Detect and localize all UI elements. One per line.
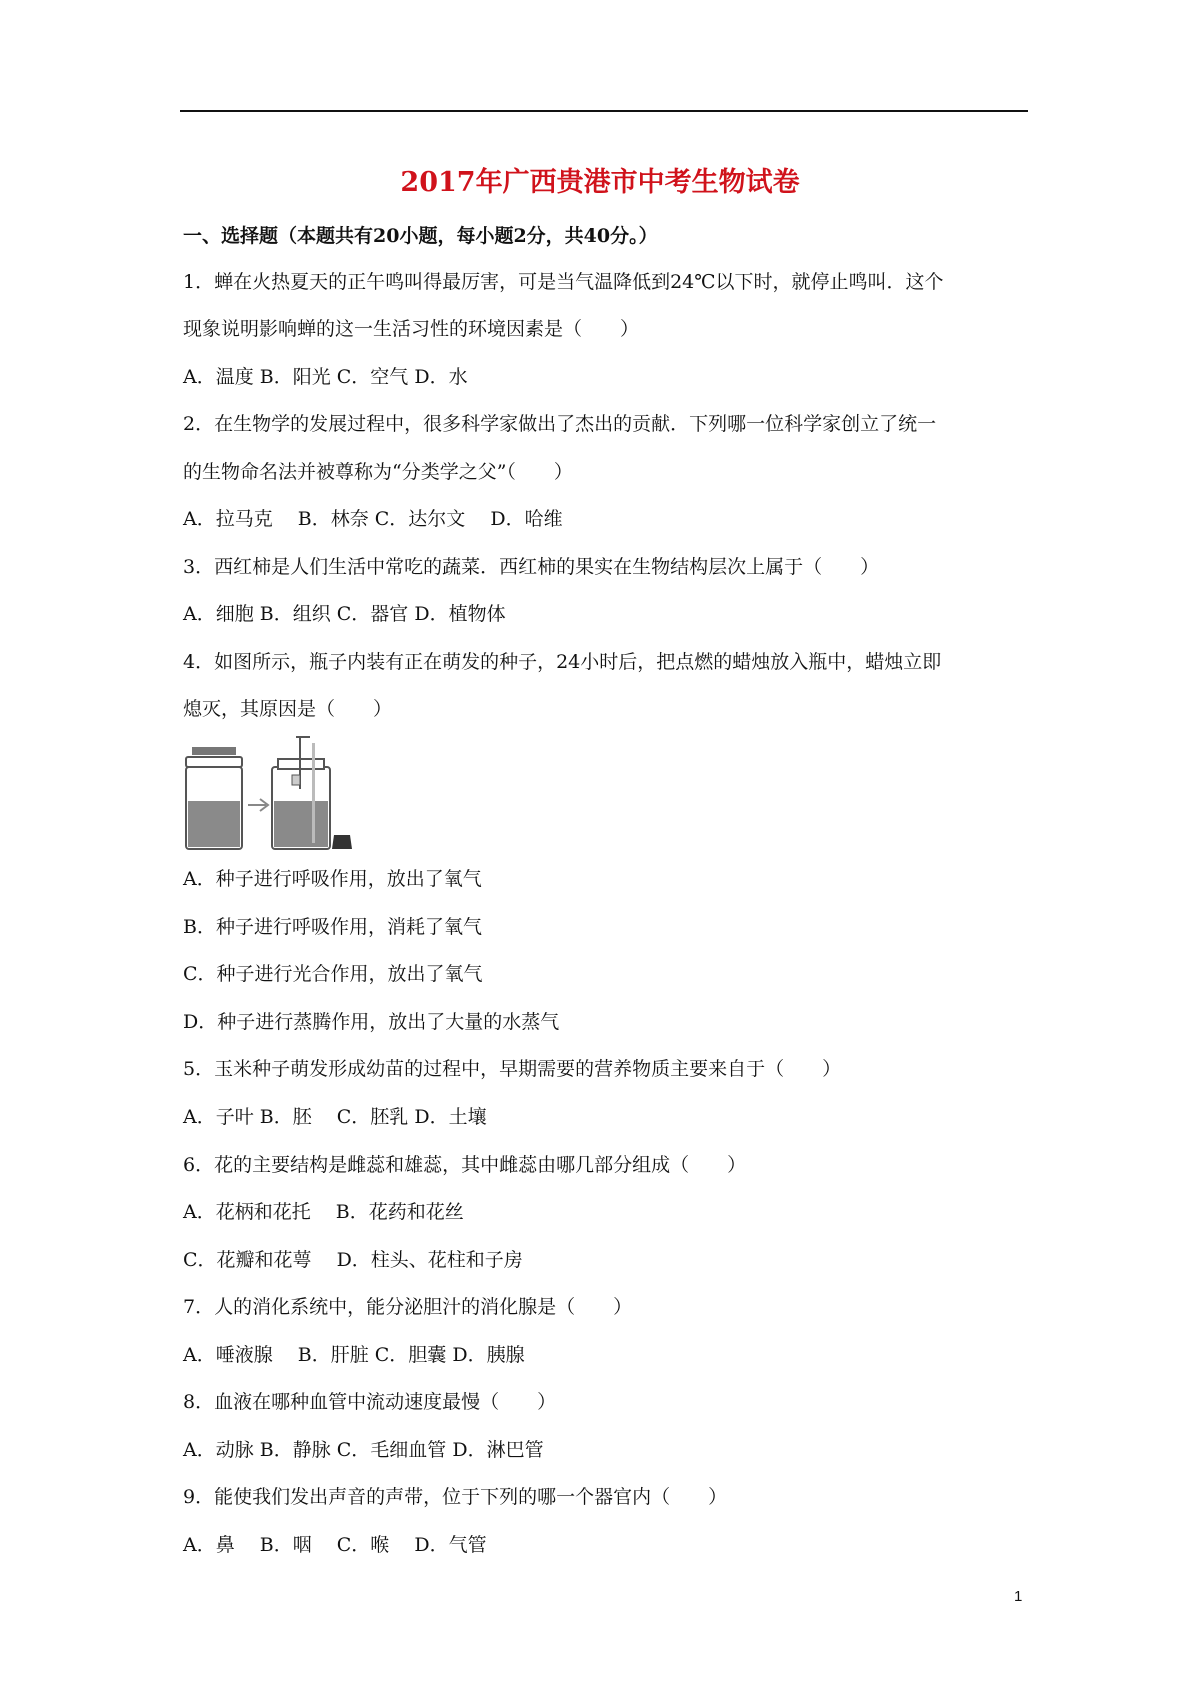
candle bbox=[292, 775, 300, 785]
question-4-stem-line-2: 熄灭，其原因是（ ） bbox=[183, 698, 393, 720]
question-5-options: A．子叶 B．胚 C．胚乳 D．土壤 bbox=[183, 1106, 487, 1128]
question-4-option-d: D．种子进行蒸腾作用，放出了大量的水蒸气 bbox=[183, 1011, 560, 1033]
question-2-stem-line-2: 的生物命名法并被尊称为“分类学之父”（ ） bbox=[183, 461, 573, 483]
question-9-options: A．鼻 B．咽 C．喉 D．气管 bbox=[183, 1534, 487, 1556]
question-6-stem: 6．花的主要结构是雌蕊和雄蕊，其中雌蕊由哪几部分组成（ ） bbox=[183, 1154, 747, 1176]
question-3-stem: 3．西红柿是人们生活中常吃的蔬菜．西红柿的果实在生物结构层次上属于（ ） bbox=[183, 556, 880, 578]
question-7-options: A．唾液腺 B．肝脏 C．胆囊 D．胰腺 bbox=[183, 1344, 525, 1366]
stand-rod bbox=[312, 743, 315, 843]
left-jar-lid bbox=[192, 747, 236, 755]
seed-jar-candle-figure bbox=[184, 735, 354, 853]
left-jar-neck bbox=[186, 757, 242, 767]
question-7-stem: 7．人的消化系统中，能分泌胆汁的消化腺是（ ） bbox=[183, 1296, 633, 1318]
question-4-stem-line-1: 4．如图所示，瓶子内装有正在萌发的种子，24小时后，把点燃的蜡烛放入瓶中，蜡烛立即 bbox=[183, 651, 942, 673]
question-9-stem: 9．能使我们发出声音的声带，位于下列的哪一个器官内（ ） bbox=[183, 1486, 728, 1508]
header-rule bbox=[180, 110, 1028, 112]
question-4-option-a: A．种子进行呼吸作用，放出了氧气 bbox=[183, 868, 482, 890]
question-6-options-line-2: C．花瓣和花萼 D．柱头、花柱和子房 bbox=[183, 1249, 523, 1271]
question-5-stem: 5．玉米种子萌发形成幼苗的过程中，早期需要的营养物质主要来自于（ ） bbox=[183, 1058, 842, 1080]
question-3-options: A．细胞 B．组织 C．器官 D．植物体 bbox=[183, 603, 506, 625]
question-4-option-c: C．种子进行光合作用，放出了氧气 bbox=[183, 963, 483, 985]
question-8-stem: 8．血液在哪种血管中流动速度最慢（ ） bbox=[183, 1391, 557, 1413]
question-1-stem-line-2: 现象说明影响蝉的这一生活习性的环境因素是（ ） bbox=[183, 318, 640, 340]
question-2-options: A．拉马克 B．林奈 C．达尔文 D．哈维 bbox=[183, 508, 563, 530]
question-1-options: A．温度 B．阳光 C．空气 D．水 bbox=[183, 366, 468, 388]
question-2-stem-line-1: 2．在生物学的发展过程中，很多科学家做出了杰出的贡献．下列哪一位科学家创立了统一 bbox=[183, 413, 937, 435]
section-heading: 一、选择题（本题共有20小题，每小题2分，共40分。） bbox=[183, 225, 658, 247]
question-1-stem-line-1: 1．蝉在火热夏天的正午鸣叫得最厉害，可是当气温降低到24℃以下时，就停止鸣叫．这个 bbox=[183, 271, 944, 293]
page-number: 1 bbox=[1014, 1588, 1023, 1605]
arrow-icon bbox=[248, 799, 268, 811]
jar-stopper bbox=[332, 835, 352, 849]
left-jar-seeds bbox=[188, 801, 240, 847]
right-jar-seeds bbox=[274, 801, 328, 847]
question-8-options: A．动脉 B．静脉 C．毛细血管 D．淋巴管 bbox=[183, 1439, 544, 1461]
question-4-option-b: B．种子进行呼吸作用，消耗了氧气 bbox=[183, 916, 482, 938]
question-6-options-line-1: A．花柄和花托 B．花药和花丝 bbox=[183, 1201, 464, 1223]
page-title: 2017年广西贵港市中考生物试卷 bbox=[400, 167, 800, 198]
